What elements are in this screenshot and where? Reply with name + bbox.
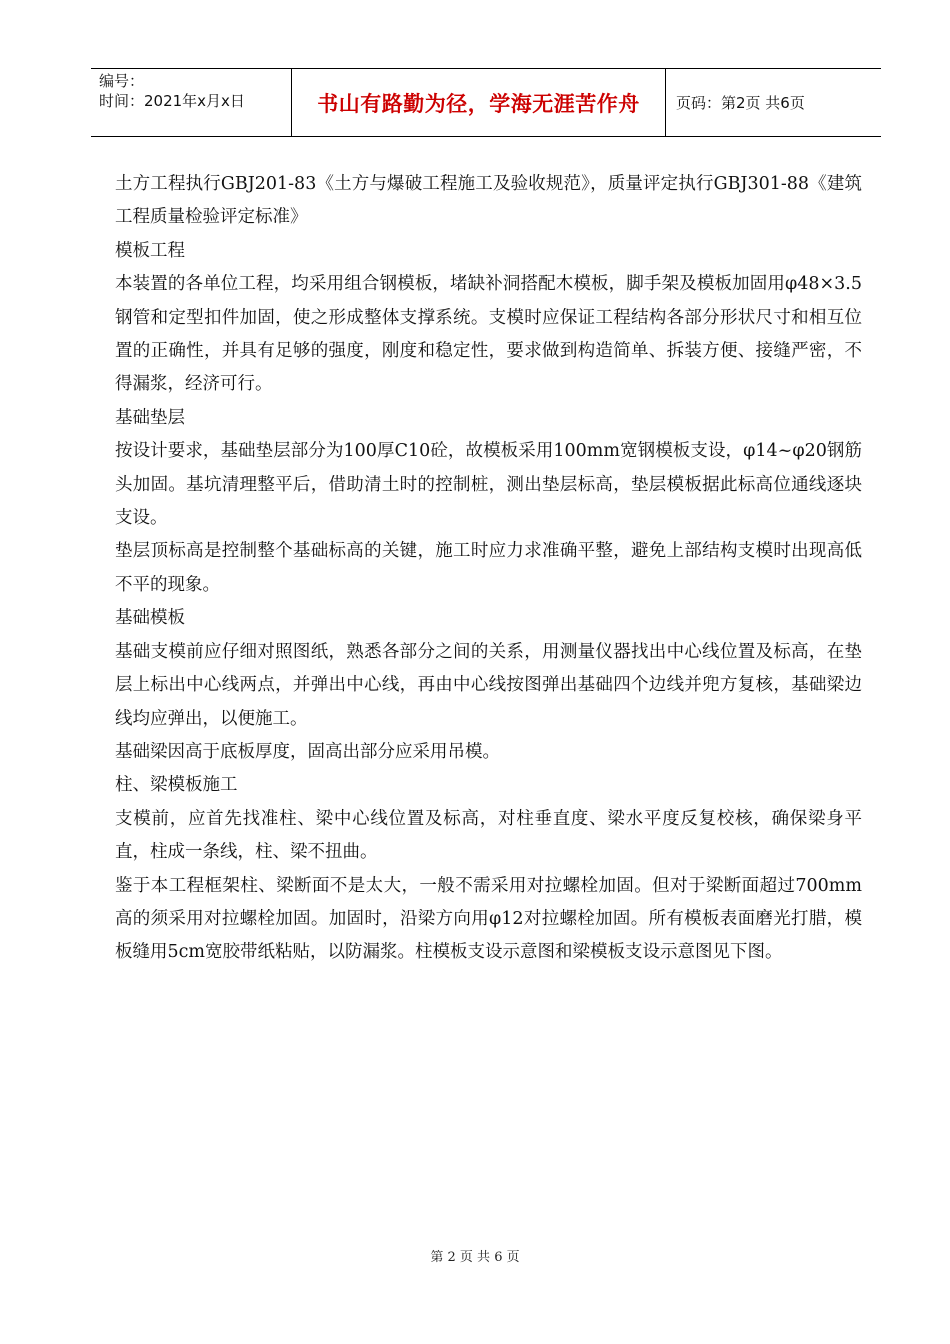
section-heading: 模板工程: [115, 240, 185, 261]
paragraph: 鉴于本工程框架柱、梁断面不是太大，一般不需采用对拉螺栓加固。但对于梁断面超过700mm高的须采用对拉螺栓加固。加固时，沿梁方向用φ12对拉螺栓加固。所有模板表面磨光打腊，模板缝用5cm宽胶带纸粘贴，以防漏浆。柱模板支设示意图和梁模板支设示意图见下图。: [115, 875, 862, 963]
section-heading: 基础垫层: [115, 407, 185, 428]
paragraph: 土方工程执行GBJ201-83《土方与爆破工程施工及验收规范》，质量评定执行GBJ301-88《建筑工程质量检验评定标准》: [115, 174, 862, 228]
paragraph: 基础梁因高于底板厚度，固高出部分应采用吊模。: [115, 741, 500, 762]
document-body: [115, 168, 862, 970]
paragraph: 按设计要求，基础垫层部分为100厚C10砼，故模板采用100mm宽钢模板支设，φ14~φ20钢筋头加固。基坑清理整平后，借助清土时的控制桩，测出垫层标高，垫层模板据此标高位通线逐块支设。: [115, 441, 862, 529]
number-label: 编号：: [99, 72, 145, 90]
paragraph: 垫层顶标高是控制整个基础标高的关键，施工时应力求准确平整，避免上部结构支模时出现高低不平的现象。: [115, 541, 862, 595]
motto: 书山有路勤为径，学海无涯苦作舟: [292, 69, 666, 136]
paragraph: 本装置的各单位工程，均采用组合钢模板，堵缺补洞搭配木模板，脚手架及模板加固用φ48×3.5钢管和定型扣件加固，使之形成整体支撑系统。支模时应保证工程结构各部分形状尺寸和相互位置的正确性，并具有足够的强度，刚度和稳定性，要求做到构造简单、拆装方便、接缝严密，不得漏浆，经济可行。: [115, 274, 862, 395]
section-heading: 基础模板: [115, 608, 185, 629]
page-header: [91, 68, 881, 137]
header-left-cell: [91, 69, 292, 136]
page-info: 页码：第2页 共6页: [676, 94, 805, 112]
time-label: 时间：2021年x月x日: [99, 92, 245, 110]
paragraph: 基础支模前应仔细对照图纸，熟悉各部分之间的关系，用测量仪器找出中心线位置及标高，在垫层上标出中心线两点，并弹出中心线，再由中心线按图弹出基础四个边线并兜方复核，基础梁边线均应弹出，以便施工。: [115, 641, 862, 729]
page-footer: 第 2 页 共 6 页: [430, 1250, 520, 1265]
paragraph: 支模前，应首先找准柱、梁中心线位置及标高，对柱垂直度、梁水平度反复校核，确保梁身平直，柱成一条线，柱、梁不扭曲。: [115, 808, 862, 863]
section-heading: 柱、梁模板施工: [115, 775, 238, 796]
